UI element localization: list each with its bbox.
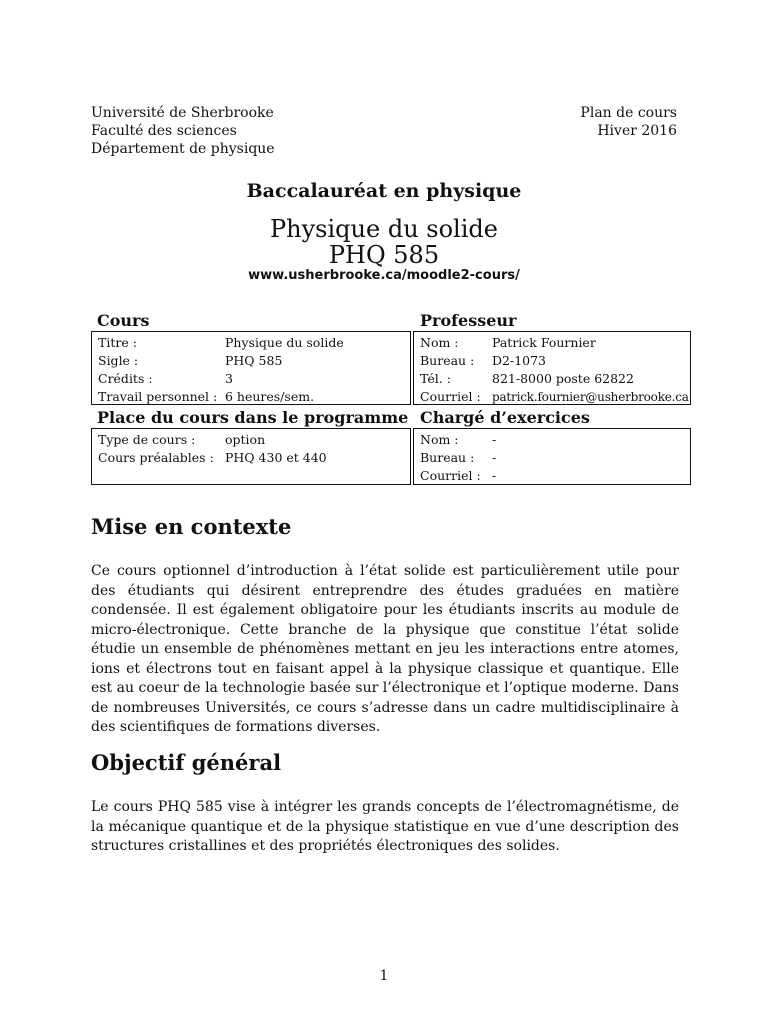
cours-box <box>91 331 411 405</box>
value: - <box>492 432 497 447</box>
label: Type de cours : <box>98 432 196 447</box>
label: Nom : <box>420 335 459 350</box>
value: Physique du solide <box>225 335 344 350</box>
value: D2-1073 <box>492 353 547 368</box>
prof-row-courriel <box>420 388 690 406</box>
page-number: 1 <box>379 968 389 984</box>
label: Sigle : <box>98 353 139 368</box>
department-name: Département de physique <box>91 141 275 157</box>
prof-row-bureau <box>420 352 690 370</box>
charge-row-courriel <box>420 467 690 485</box>
place-heading: Place du cours dans le programme <box>97 408 409 427</box>
value: option <box>225 432 266 447</box>
place-row-type <box>98 431 410 449</box>
document-type: Plan de cours <box>580 105 677 121</box>
cours-row-sigle <box>98 352 410 370</box>
professeur-heading: Professeur <box>420 311 517 330</box>
course-title: Physique du solide <box>270 215 498 243</box>
section-heading-mise-en-contexte: Mise en contexte <box>91 514 292 539</box>
charge-heading: Chargé d’exercices <box>420 408 590 427</box>
email-value[interactable]: patrick.fournier@usherbrooke.ca <box>492 390 689 404</box>
label: Titre : <box>98 335 137 350</box>
cours-row-credits <box>98 370 410 388</box>
label: Travail personnel : <box>98 389 218 404</box>
program-title: Baccalauréat en physique <box>246 180 522 202</box>
label: Bureau : <box>420 353 475 368</box>
charge-row-nom <box>420 431 690 449</box>
place-row-prealables <box>98 449 410 467</box>
course-code: PHQ 585 <box>328 241 440 269</box>
cours-row-titre <box>98 334 410 352</box>
value: 821-8000 poste 62822 <box>492 371 634 386</box>
plan-block <box>580 104 677 140</box>
university-name: Université de Sherbrooke <box>91 105 274 121</box>
value: 6 heures/sem. <box>225 389 315 404</box>
institution-block <box>91 104 275 158</box>
prof-row-tel <box>420 370 690 388</box>
value: Patrick Fournier <box>492 335 596 350</box>
label: Crédits : <box>98 371 153 386</box>
paragraph-objectif: Le cours PHQ 585 vise à intégrer les grands concepts de l’électromagnétisme, de la mécanique quantique et de la physique statistique en vue d’une description des structures cristallines et des propriétés électroniques des solides. <box>91 799 679 854</box>
label: Cours préalables : <box>98 450 214 465</box>
section-heading-objectif: Objectif général <box>91 750 282 775</box>
paragraph-mise-en-contexte: Ce cours optionnel d’introduction à l’état solide est particulièrement utile pour des étudiants qui désirent entreprendre des études graduées en matière condensée. Il est également obligatoire pour les étudiants inscrits au module de micro-électronique. Cette branche de la physique que constitue l’état solide étudie un ensemble de phénomènes mettant en jeu les interactions entre atomes, ions et électrons tout en faisant appel à la physique classique et quantique. Elle est au coeur de la technologie basée sur l’électronique et l’optique moderne. Dans de nombreuses Universités, ce cours s’adresse dans un cadre multidisciplinaire à des scientifiques de formations diverses. <box>91 563 679 735</box>
charge-box <box>413 428 691 485</box>
label: Nom : <box>420 432 459 447</box>
label: Courriel : <box>420 468 481 483</box>
label: Tél. : <box>420 371 451 386</box>
prof-row-nom <box>420 334 690 352</box>
value: PHQ 430 et 440 <box>225 450 327 465</box>
charge-row-bureau <box>420 449 690 467</box>
cours-heading: Cours <box>97 311 150 330</box>
label: Courriel : <box>420 389 481 404</box>
professeur-box <box>413 331 691 405</box>
semester: Hiver 2016 <box>597 123 677 139</box>
value: - <box>492 450 497 465</box>
course-url[interactable]: www.usherbrooke.ca/moodle2-cours/ <box>248 268 520 283</box>
value: PHQ 585 <box>225 353 283 368</box>
value: 3 <box>225 371 233 386</box>
faculty-name: Faculté des sciences <box>91 123 237 139</box>
label: Bureau : <box>420 450 475 465</box>
course-title-block <box>0 216 768 268</box>
place-box <box>91 428 411 485</box>
value: - <box>492 468 497 483</box>
cours-row-travail <box>98 388 410 406</box>
